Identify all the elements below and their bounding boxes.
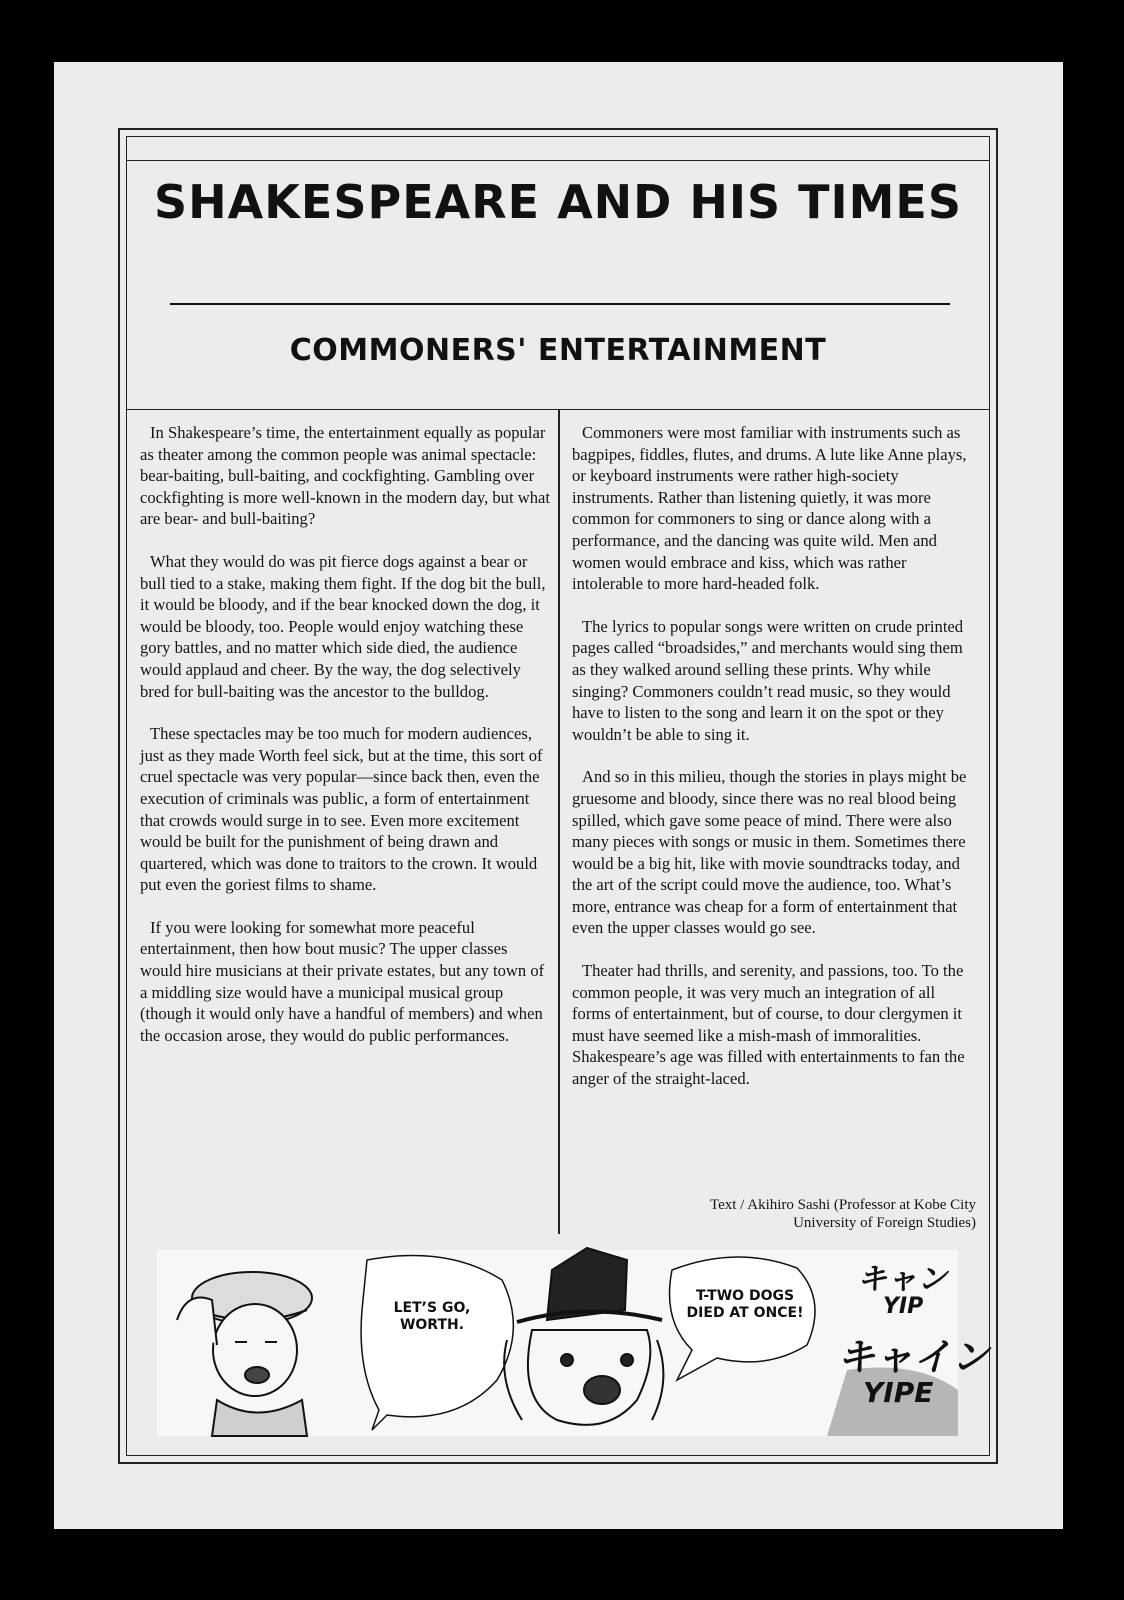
speech-text-left: LET’S GO, WORTH. xyxy=(393,1300,471,1333)
credit-line: Text / Akihiro Sashi (Professor at Kobe City xyxy=(709,1197,976,1213)
right-column xyxy=(572,422,976,1111)
comic-panel xyxy=(157,1250,990,1436)
column-divider xyxy=(558,410,560,1234)
paragraph: Commoners were most familiar with instruments such as bagpipes, fiddles, flutes, and drums. A lute like Anne plays, or keyboard instruments were rather high-society instruments. Rather than listening quietly, it was more common for commoners to sing or dance along with a performance, and the dancing was quite wild. Men and women would embrace and kiss, which was rather intolerable to more hard-headed folk. xyxy=(572,423,967,594)
paragraph: And so in this milieu, though the stories in plays might be gruesome and bloody, since there was no real blood being spilled, which gave some peace of mind. There were also many pieces with songs or music in them. Sometimes there would be a big hit, like with movie soundtracks today, and the art of the script could move the audience, too. What’s more, entrance was cheap for a form of entertainment that even the upper classes would go see. xyxy=(572,767,967,938)
speech-text-right: T-TWO DOGS DIED AT ONCE! xyxy=(686,1288,804,1321)
worth-friend-figure xyxy=(177,1272,312,1436)
sound-effect-yip: YIP xyxy=(883,1294,924,1319)
paragraph: These spectacles may be too much for modern audiences, just as they made Worth feel sick, but at the time, this sort of cruel spectacle was very popular—since back then, even the execution of criminals was public, a form of entertainment that crowds would surge in to see. Even more excitement would be built for the punishment of being drawn and quartered, which was done to traitors to the crown. It would put even the goriest films to shame. xyxy=(140,724,543,895)
left-column xyxy=(140,422,550,1067)
sound-effect-yipe: YIPE xyxy=(863,1376,934,1409)
title-rule xyxy=(170,303,950,305)
sound-effect-kyain: キャイン xyxy=(837,1335,990,1379)
paragraph: What they would do was pit fierce dogs against a bear or bull tied to a stake, making them fight. If the dog bit the bull, it would be bloody, and if the bear knocked down the dog, it would be bloody, too. People would enjoy watching these gory battles, and no matter which side died, the audience would applaud and cheer. By the way, the dog selectively bred for bull-baiting was the ancestor to the bulldog. xyxy=(140,551,546,701)
sound-effect-kyan: キャン xyxy=(857,1262,947,1297)
paragraph: Theater had thrills, and serenity, and passions, too. To the common people, it was very much an integration of all forms of entertainment, but of course, to dour clergymen it must have seemed like a mish-mash of immoralities. Shakespeare’s age was filled with entertainments to fan the anger of the straight-laced. xyxy=(572,961,965,1089)
speech-bubble-left xyxy=(361,1256,513,1431)
paragraph: In Shakespeare’s time, the entertainment equally as popular as theater among the common people was animal spectacle: bear-baiting, bull-baiting, and cockfighting. Gambling over cockfighting is more well-known in the modern day, but what are bear- and bull-baiting? xyxy=(140,423,550,529)
article-header xyxy=(126,160,990,410)
page-title: SHAKESPEARE AND HIS TIMES xyxy=(154,175,962,229)
section-subtitle: COMMONERS' ENTERTAINMENT xyxy=(289,333,827,368)
paragraph: If you were looking for somewhat more peaceful entertainment, then how bout music? The upper classes would hire musicians at their private estates, but any town of a middling size would have a municipal musical group (though it would only have a handful of members) and when the occasion arose, they would do public performances. xyxy=(140,917,545,1045)
paragraph: The lyrics to popular songs were written on crude printed pages called “broadsides,” and merchants would sing them as they walked around selling these prints. Why while singing? Commoners couldn’t read music, so they would have to listen to the song and learn it on the spot or they wouldn’t be able to sing it. xyxy=(572,616,964,744)
credit-line: University of Foreign Studies) xyxy=(793,1215,976,1231)
author-credit xyxy=(656,1196,976,1232)
worth-figure xyxy=(504,1248,663,1425)
